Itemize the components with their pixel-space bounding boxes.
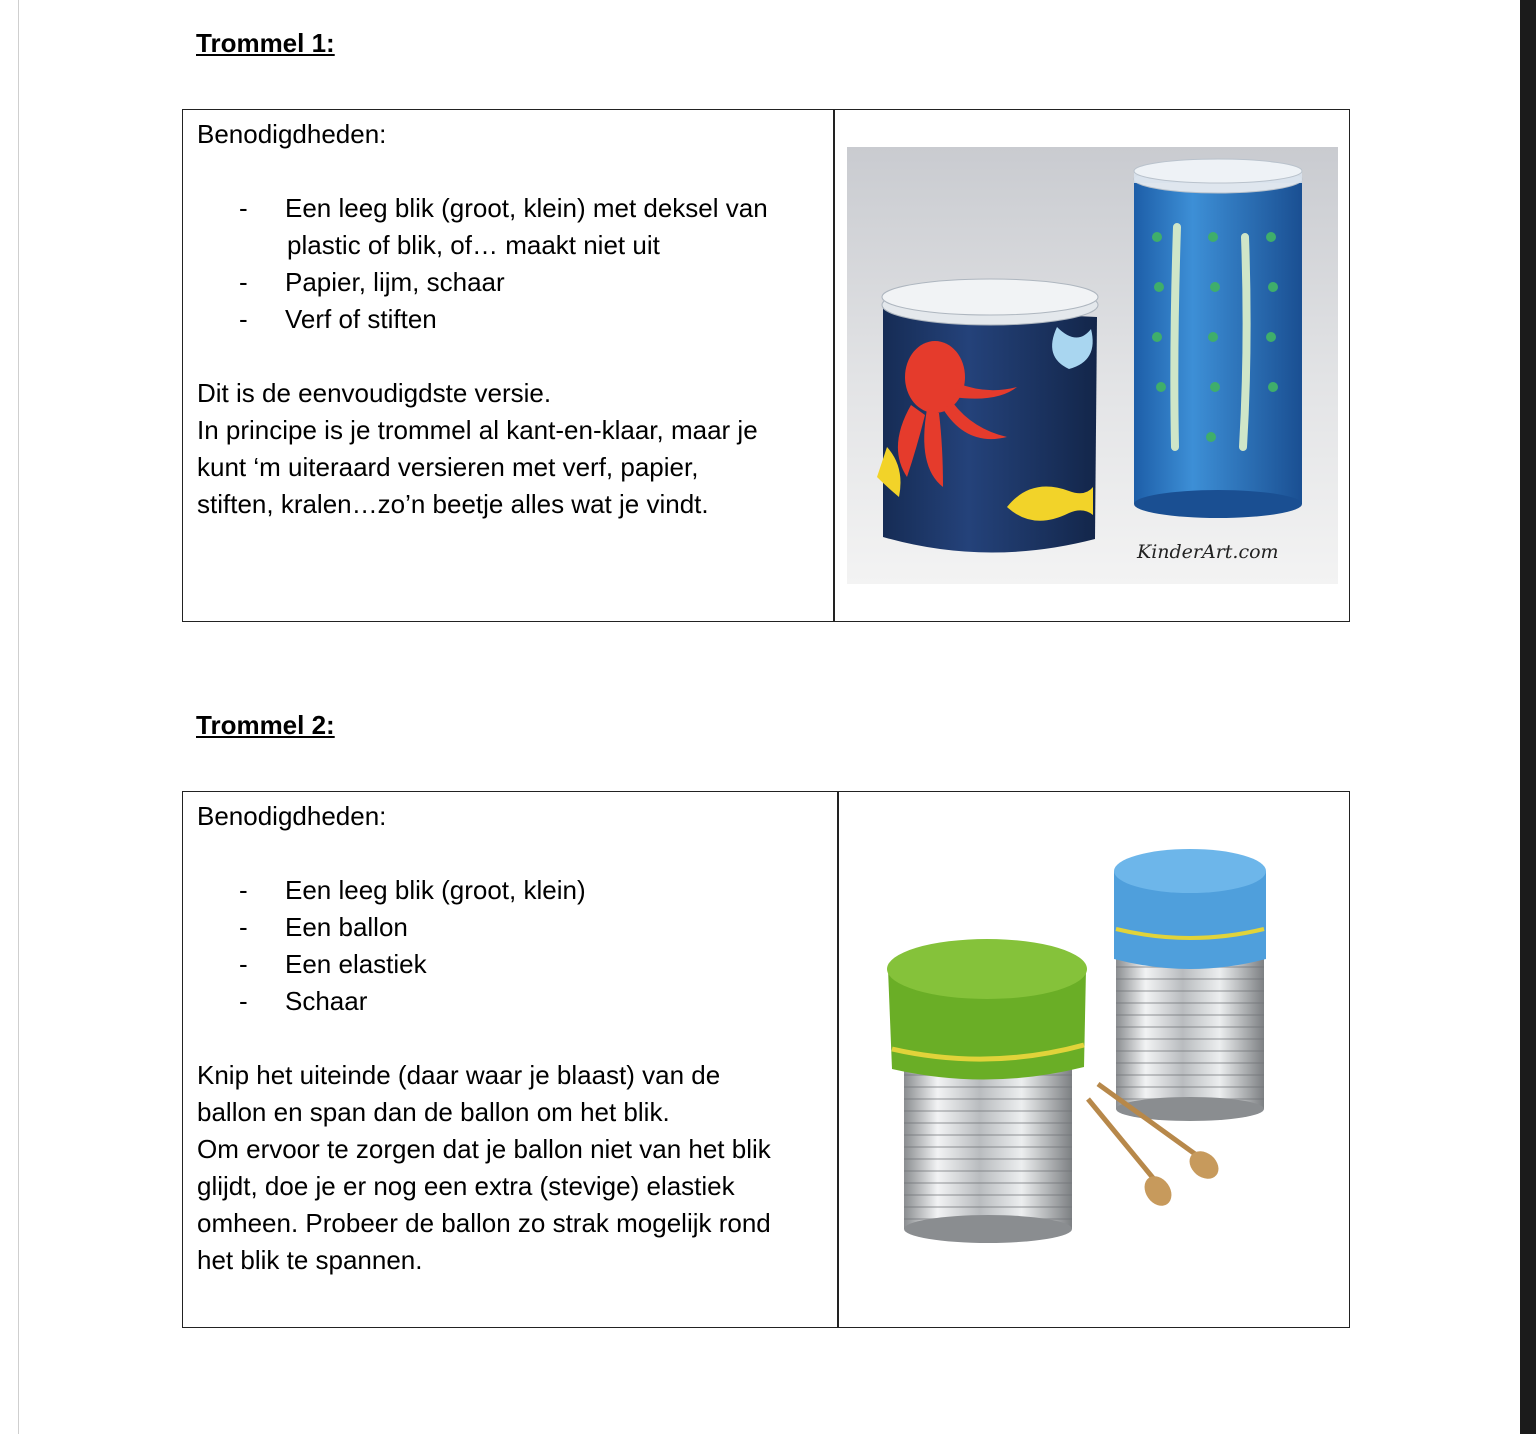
drum2-text-cell xyxy=(197,798,771,1279)
list-item: - Een leeg blik (groot, klein) xyxy=(239,875,586,905)
list-item-continuation: plastic of blik, of… maakt niet uit xyxy=(287,230,660,260)
drum1-heading: Trommel 1: xyxy=(196,28,335,58)
page-left-edge xyxy=(18,0,19,1434)
drum1-supplies-list xyxy=(197,190,768,338)
list-item: - Een ballon xyxy=(239,912,408,942)
drum1-description-line: stiften, kralen…zo’n beetje alles wat je vindt. xyxy=(197,489,709,519)
list-item: - Een elastiek xyxy=(239,949,427,979)
drum2-supplies-list xyxy=(197,872,771,1020)
drum1-description-line: Dit is de eenvoudigdste versie. xyxy=(197,378,552,408)
drum1-description-line: In principe is je trommel al kant-en-klaar, maar je xyxy=(197,415,758,445)
drum2-description-line: het blik te spannen. xyxy=(197,1245,423,1275)
drum2-heading: Trommel 2: xyxy=(196,710,335,740)
drum2-table-divider xyxy=(837,792,839,1327)
drum2-description-line: omheen. Probeer de ballon zo strak mogelijk rond xyxy=(197,1208,771,1238)
drum1-text-cell xyxy=(197,116,768,523)
list-item: - Schaar xyxy=(239,986,368,1016)
list-item: - Een leeg blik (groot, klein) met deksel van xyxy=(239,193,768,223)
drum2-description-line: Om ervoor te zorgen dat je ballon niet van het blik xyxy=(197,1134,771,1164)
drum1-supplies-label: Benodigdheden: xyxy=(197,119,387,149)
decorated-tin-drums-photo xyxy=(847,147,1338,584)
page-edge-bar xyxy=(1520,0,1536,1434)
balloon-tin-drums-photo xyxy=(852,829,1319,1290)
drum1-description-line: kunt ‘m uiteraard versieren met verf, papier, xyxy=(197,452,699,482)
drum2-description-line: ballon en span dan de ballon om het blik. xyxy=(197,1097,670,1127)
list-item: - Verf of stiften xyxy=(239,304,437,334)
drum2-description-line: glijdt, doe je er nog een extra (stevige) elastiek xyxy=(197,1171,735,1201)
drum2-description-line: Knip het uiteinde (daar waar je blaast) van de xyxy=(197,1060,721,1090)
list-item: - Papier, lijm, schaar xyxy=(239,267,505,297)
drum2-supplies-label: Benodigdheden: xyxy=(197,801,387,831)
photo-watermark: KinderArt.com xyxy=(1137,541,1279,563)
drum1-table-divider xyxy=(833,110,835,621)
